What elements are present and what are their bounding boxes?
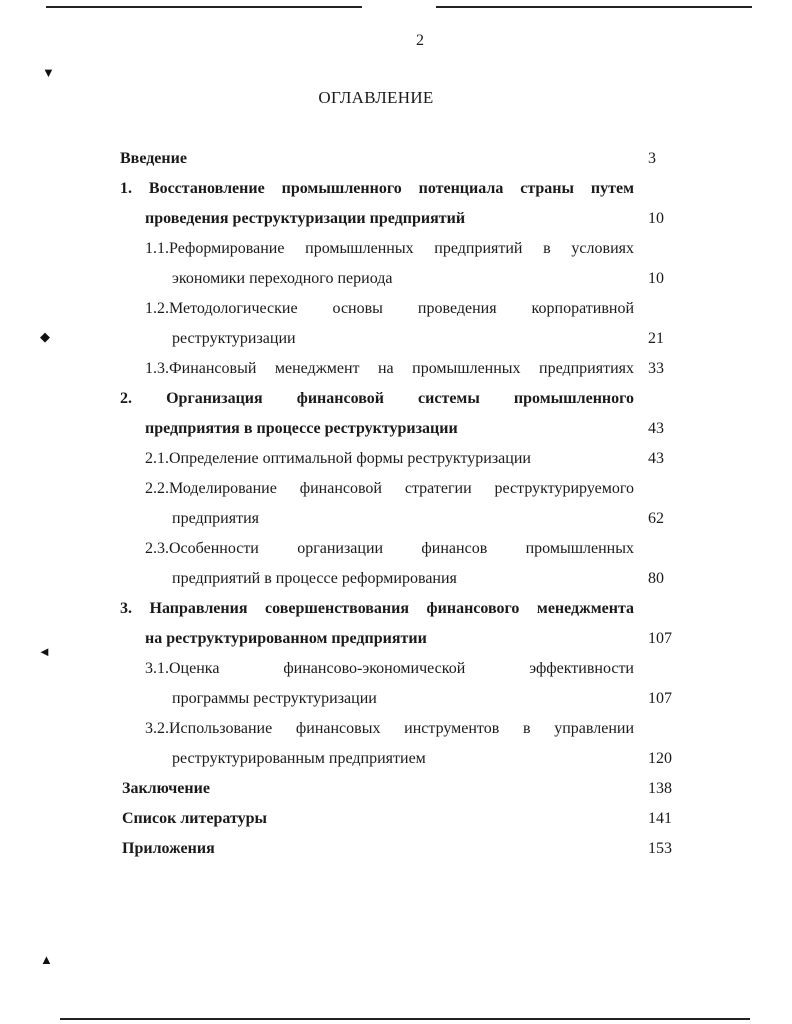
toc-chapter-3-cont: на реструктурированном предприятии bbox=[145, 630, 427, 647]
toc-section-2-1: 2.1.Определение оптимальной формы реструктуризации bbox=[145, 450, 531, 467]
toc-page-number: 43 bbox=[648, 420, 664, 437]
toc-section-3-2-cont: реструктурированным предприятием bbox=[172, 750, 426, 767]
toc-section-1-1-cont: экономики переходного периода bbox=[172, 270, 393, 287]
toc-chapter-1-cont: проведения реструктуризации предприятий bbox=[145, 210, 466, 227]
scan-speck: ▲ bbox=[40, 952, 53, 967]
toc-chapter-2-cont: предприятия в процессе реструктуризации bbox=[145, 420, 458, 437]
toc-page-number: 107 bbox=[648, 690, 672, 707]
page-title: ОГЛАВЛЕНИЕ bbox=[318, 88, 434, 107]
toc-page-number: 138 bbox=[648, 780, 672, 797]
toc-section-1-2: 1.2.Методологические основы проведения корпоративной bbox=[145, 300, 634, 317]
scan-edge-top-left bbox=[46, 6, 362, 8]
toc-section-2-3-cont: предприятий в процессе реформирования bbox=[172, 570, 457, 587]
toc-page-number: 33 bbox=[648, 360, 664, 377]
scan-edge-bottom bbox=[60, 1018, 750, 1020]
toc-chapter-3: 3. Направления совершенствования финансового менеджмента bbox=[120, 600, 634, 617]
toc-page-number: 107 bbox=[648, 630, 672, 647]
toc-page-number: 141 bbox=[648, 810, 672, 827]
toc-page-number: 10 bbox=[648, 210, 664, 227]
toc-references: Список литературы bbox=[122, 810, 267, 827]
toc-page-number: 120 bbox=[648, 750, 672, 767]
toc-chapter-1: 1. Восстановление промышленного потенциала страны путем bbox=[120, 180, 634, 197]
toc-page-number: 62 bbox=[648, 510, 664, 527]
toc-appendix: Приложения bbox=[122, 840, 215, 857]
scan-speck: ◄ bbox=[38, 644, 51, 659]
toc-section-3-1-cont: программы реструктуризации bbox=[172, 690, 377, 707]
toc-section-1-3: 1.3.Финансовый менеджмент на промышленных предприятиях bbox=[145, 360, 634, 377]
toc-page-number: 3 bbox=[648, 150, 656, 167]
toc-page-number: 43 bbox=[648, 450, 664, 467]
toc-chapter-2: 2. Организация финансовой системы промышленного bbox=[120, 390, 634, 407]
scan-speck: ▼ bbox=[42, 65, 55, 80]
toc-section-3-1: 3.1.Оценка финансово-экономической эффективности bbox=[145, 660, 634, 677]
toc-page-number: 21 bbox=[648, 330, 664, 347]
toc-section-1-1: 1.1.Реформирование промышленных предприятий в условиях bbox=[145, 240, 634, 257]
toc-section-1-2-cont: реструктуризации bbox=[172, 330, 296, 347]
toc-page-number: 80 bbox=[648, 570, 664, 587]
toc-section-3-2: 3.2.Использование финансовых инструментов в управлении bbox=[145, 720, 634, 737]
scan-edge-top-right bbox=[436, 6, 752, 8]
toc-conclusion: Заключение bbox=[122, 780, 210, 797]
toc-page-number: 10 bbox=[648, 270, 664, 287]
page-number: 2 bbox=[416, 32, 424, 49]
toc-section-2-2: 2.2.Моделирование финансовой стратегии реструктурируемого bbox=[145, 480, 634, 497]
toc-section-2-2-cont: предприятия bbox=[172, 510, 259, 527]
toc-section-2-3: 2.3.Особенности организации финансов промышленных bbox=[145, 540, 634, 557]
scan-speck: ◆ bbox=[40, 329, 50, 344]
toc-intro: Введение bbox=[120, 150, 187, 167]
toc-page-number: 153 bbox=[648, 840, 672, 857]
